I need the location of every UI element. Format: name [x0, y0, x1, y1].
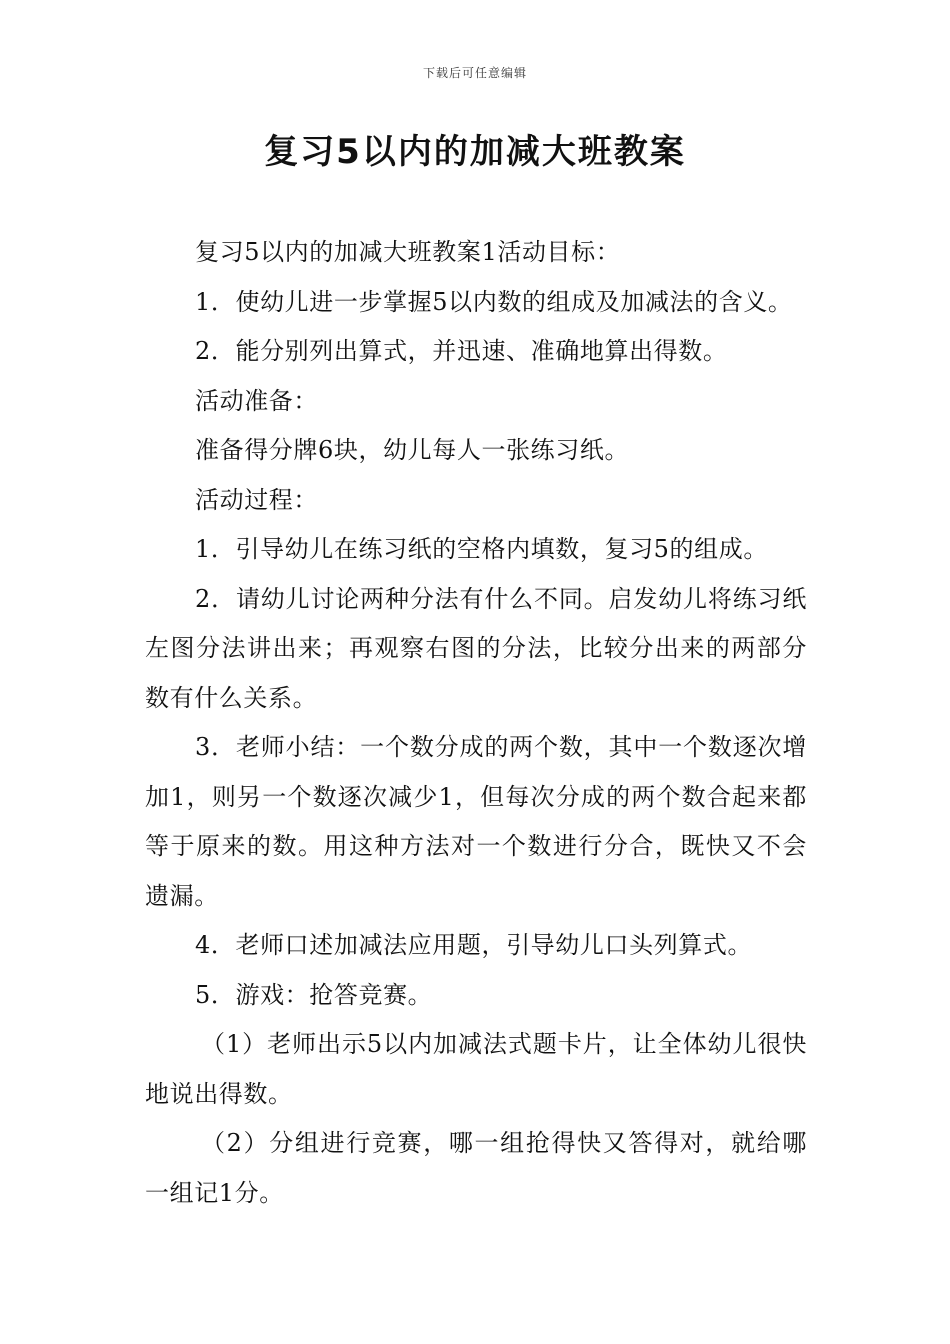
paragraph-step-3: 3．老师小结：一个数分成的两个数，其中一个数逐次增加1，则另一个数逐次减少1，但每次分成的两个数合起来都等于原来的数。用这种方法对一个数进行分合，既快又不会遗漏。 — [145, 733, 807, 910]
document-body — [145, 228, 807, 1218]
paragraph-objectives-heading: 复习5以内的加减大班教案1活动目标： — [195, 238, 621, 266]
paragraph-step-1: 1．引导幼儿在练习纸的空格内填数，复习5的组成。 — [195, 535, 768, 563]
paragraph-objective-2: 2．能分别列出算式，并迅速、准确地算出得数。 — [195, 337, 728, 365]
paragraph-step-5: 5．游戏：抢答竞赛。 — [195, 980, 433, 1009]
paragraph-game-rule-2: （2）分组进行竞赛，哪一组抢得快又答得对，就给哪一组记1分。 — [145, 1129, 807, 1207]
paragraph-process-heading: 活动过程： — [195, 485, 318, 514]
paragraph-step-4: 4．老师口述加减法应用题，引导幼儿口头列算式。 — [195, 931, 753, 959]
paragraph-step-2: 2．请幼儿讨论两种分法有什么不同。启发幼儿将练习纸左图分法讲出来；再观察右图的分法，比较分出来的两部分数有什么关系。 — [145, 584, 807, 712]
header-note: 下载后可任意编辑 — [422, 66, 527, 80]
paragraph-preparation: 准备得分牌6块，幼儿每人一张练习纸。 — [195, 436, 630, 464]
paragraph-objective-1: 1．使幼儿进一步掌握5以内数的组成及加减法的含义。 — [195, 287, 793, 316]
document-title: 复习5以内的加减大班教案 — [264, 132, 686, 172]
paragraph-game-rule-1: （1）老师出示5以内加减法式题卡片，让全体幼儿很快地说出得数。 — [145, 1030, 807, 1108]
paragraph-preparation-heading: 活动准备： — [195, 386, 318, 415]
